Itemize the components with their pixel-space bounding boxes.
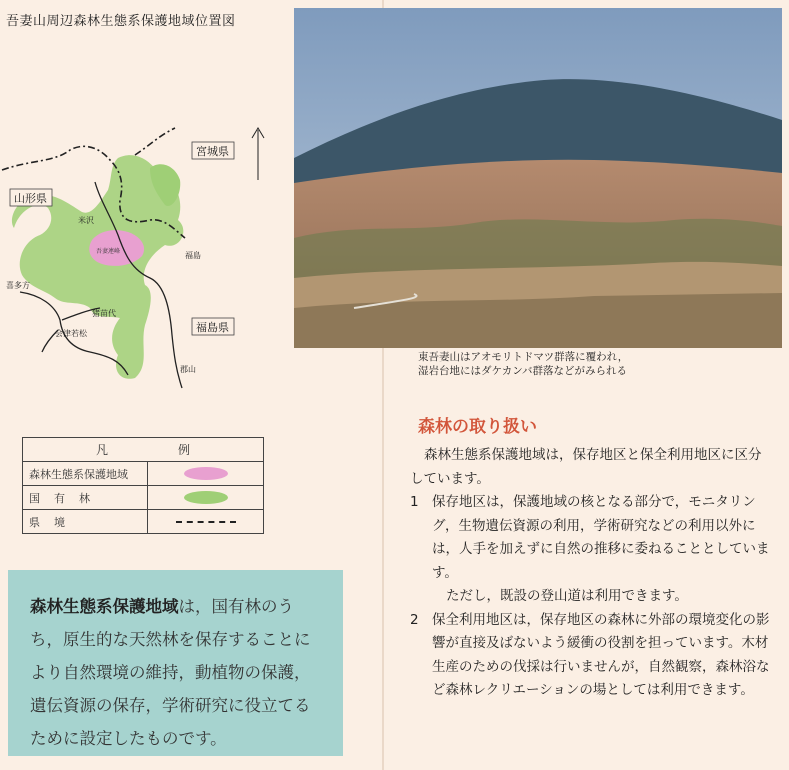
- legend-label: 国有林: [23, 486, 148, 509]
- photo-caption-line1: 東吾妻山はアオモリトドマツ群落に覆われ，: [418, 351, 629, 363]
- list-item: [410, 609, 770, 703]
- north-arrow: [252, 128, 264, 180]
- legend-swatch-pink: [184, 467, 228, 480]
- photo-caption-line2: 湿岩台地にはダケカンバ群落などがみられる: [418, 365, 628, 377]
- map-label-kitakata: 喜多方: [6, 281, 30, 290]
- map-label-fukushima-city: 福島: [185, 251, 201, 260]
- map-label-koriyama: 郡山: [180, 365, 196, 374]
- map-legend: [22, 437, 264, 534]
- legend-row-national-forest: [23, 485, 263, 509]
- legend-header-left: 凡: [95, 443, 108, 457]
- prefecture-border-north: [135, 128, 175, 155]
- list-item-text: 保存地区は，保護地域の核となる部分で，モニタリング，生物遺伝資源の利用，学術研究などの利用以外には，人手を加えずに自然の推移に委ねることとしています。: [432, 494, 770, 581]
- map-label-yamagata: 山形県: [14, 192, 47, 205]
- legend-row-protected: [23, 461, 263, 485]
- definition-body: は，国有林のうち，原生的な天然林を保存することにより自然環境の維持，動植物の保護，遺伝資源の保存，学術研究に役立てるために設定したものです。: [30, 597, 311, 748]
- definition-text: [30, 590, 321, 755]
- legend-header: [23, 438, 263, 461]
- location-map: [0, 120, 280, 390]
- legend-header-right: 例: [178, 443, 191, 457]
- list-item-text: 保全利用地区は，保存地区の森林に外部の環境変化の影響が直接及ばないよう緩衝の役割を担っています。木材生産のための伐採は行いませんが，自然観察，森林浴など森林レクリエーションの場としては利用できます。: [432, 611, 770, 698]
- legend-row-border: [23, 509, 263, 533]
- map-title: 吾妻山周辺森林生態系保護地域位置図: [6, 14, 236, 29]
- section-intro: 森林生態系保護地域は，保存地区と保全利用地区に区分しています。: [410, 447, 762, 487]
- legend-swatch-line: [176, 521, 236, 523]
- list-item: [410, 491, 770, 585]
- map-label-inawashiro: 猪苗代: [92, 309, 116, 318]
- photo-caption: [418, 350, 628, 378]
- definition-bold: 森林生態系保護地域: [30, 597, 179, 616]
- section-body: [410, 444, 770, 703]
- map-label-fukushima-pref: 福島県: [196, 321, 229, 334]
- map-label-yonezawa: 米沢: [78, 216, 94, 225]
- legend-label: 森林生態系保護地域: [23, 462, 148, 485]
- legend-label: 県境: [23, 510, 148, 533]
- map-label-azuma: 吾妻連峰: [96, 248, 121, 255]
- legend-swatch-green: [184, 491, 228, 504]
- map-label-miyagi: 宮城県: [196, 145, 229, 158]
- section-title: 森林の取り扱い: [418, 417, 537, 437]
- list-item-number: 2: [410, 611, 419, 628]
- mountain-photo: [294, 8, 782, 348]
- mountain-photo-image: [294, 8, 782, 348]
- map-label-aizuwakamatsu: 会津若松: [55, 329, 87, 338]
- definition-box: [8, 570, 343, 756]
- section-note: ただし，既設の登山道は利用できます。: [446, 588, 688, 604]
- list-item-number: 1: [410, 494, 419, 510]
